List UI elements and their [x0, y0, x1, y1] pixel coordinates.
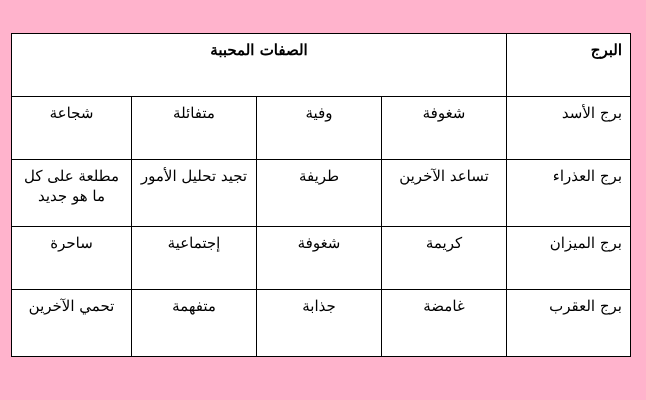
trait-cell: غامضة: [382, 290, 507, 357]
header-traits: الصفات المحببة: [12, 34, 507, 97]
trait-cell: مطلعة على كل ما هو جديد: [12, 160, 132, 227]
table-row: [12, 227, 631, 290]
sign-cell: برج الأسد: [507, 97, 631, 160]
table-row: [12, 97, 631, 160]
trait-cell: متفهمة: [132, 290, 257, 357]
header-sign: البرج: [507, 34, 631, 97]
trait-cell: شغوفة: [382, 97, 507, 160]
trait-cell: طريفة: [257, 160, 382, 227]
trait-cell: جذابة: [257, 290, 382, 357]
table-header-row: [12, 34, 631, 97]
trait-cell: شغوفة: [257, 227, 382, 290]
table-row: [12, 290, 631, 357]
trait-cell: تجيد تحليل الأمور: [132, 160, 257, 227]
table-row: [12, 160, 631, 227]
zodiac-traits-table: [11, 33, 631, 357]
trait-cell: متفائلة: [132, 97, 257, 160]
sign-cell: برج العقرب: [507, 290, 631, 357]
trait-cell: تساعد الآخرين: [382, 160, 507, 227]
trait-cell: شجاعة: [12, 97, 132, 160]
trait-cell: كريمة: [382, 227, 507, 290]
sign-cell: برج العذراء: [507, 160, 631, 227]
trait-cell: إجتماعية: [132, 227, 257, 290]
sign-cell: برج الميزان: [507, 227, 631, 290]
trait-cell: تحمي الآخرين: [12, 290, 132, 357]
trait-cell: ساحرة: [12, 227, 132, 290]
trait-cell: وفية: [257, 97, 382, 160]
